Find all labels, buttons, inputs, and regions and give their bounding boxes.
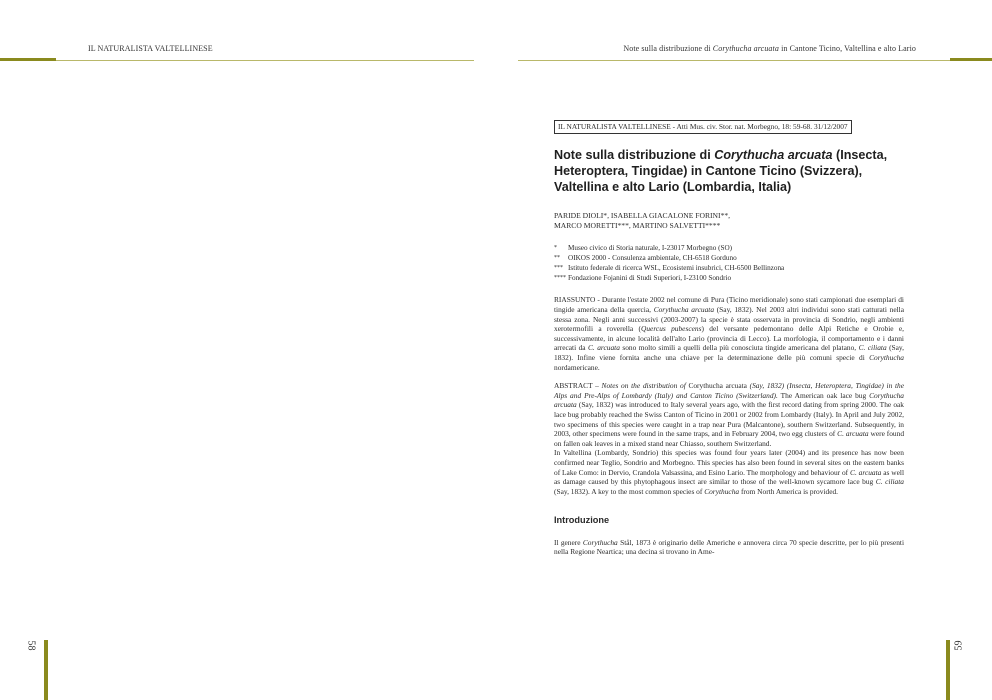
intro-text: Stål, 1873 è originario delle Americhe e annovera circa 70 specie descritte, per lo più presenti nella Regione Neartica; una decina si trovano in Ame- xyxy=(554,537,905,557)
abstract-paragraph xyxy=(554,381,904,448)
abstract-title-text: (Say, 1832) (Insecta, Heteroptera, Tingidae) in the Alps and Pre-Alps of Lombardy (Italy) and Canton Ticino (Switzerland). xyxy=(554,381,904,400)
affiliation-item xyxy=(554,273,904,283)
riassunto-species: Corythucha xyxy=(869,352,904,362)
affiliation-list xyxy=(554,243,904,283)
author-list xyxy=(554,211,904,231)
running-header-right-post: in Cantone Ticino, Valtellina e alto Lario xyxy=(778,44,916,53)
abstract-species: Corythucha xyxy=(704,486,740,496)
article-column xyxy=(554,120,904,566)
running-header-right-pre: Note sulla distribuzione di xyxy=(623,44,713,53)
page-number-right: 59 xyxy=(953,640,965,651)
introduzione-paragraph xyxy=(554,538,904,557)
riassunto-text: nordamericane. xyxy=(554,362,600,372)
side-bar-left xyxy=(44,640,48,700)
article-title xyxy=(554,147,904,195)
abstract-species: C. ciliata xyxy=(875,477,904,487)
header-accent-rule-right xyxy=(950,58,992,61)
page-number-left: 58 xyxy=(25,640,37,651)
riassunto-species: C. ciliata xyxy=(858,343,887,353)
side-bar-right xyxy=(946,640,950,700)
intro-text: Il genere xyxy=(554,537,583,547)
abstract-text: (Say, 1832). A key to the most common species of xyxy=(554,486,705,496)
abstract-text: The American oak lace bug xyxy=(777,390,870,400)
affiliation-text: OIKOS 2000 - Consulenza ambientale, CH-6518 Gorduno xyxy=(568,254,737,263)
author-line-2: MARCO MORETTI***, MARTINO SALVETTI**** xyxy=(554,221,721,231)
running-header-right xyxy=(623,44,916,53)
affiliation-text: Fondazione Fojanini di Studi Superiori, I-23100 Sondrio xyxy=(568,274,732,283)
running-header-right-species: Corythucha arcuata xyxy=(712,44,779,53)
abstract-species: Corythucha arcuata xyxy=(554,390,904,410)
abstract-text: were found on fallen oak leaves in a mixed stand near Chiasso, southern Switzerland. xyxy=(554,429,905,448)
riassunto-paragraph xyxy=(554,295,904,372)
title-part2: (Insecta, Heteroptera, Tingidae) in Cantone Ticino (Svizzera), Valtellina e alto Lario (Lombardia, Italia) xyxy=(554,148,888,194)
running-header-left: IL NATURALISTA VALTELLINESE xyxy=(88,44,213,53)
abstract-label: ABSTRACT – xyxy=(554,381,602,391)
affiliation-text: Museo civico di Storia naturale, I-23017 Morbegno (SO) xyxy=(568,244,733,253)
header-thin-rule-left xyxy=(56,60,474,61)
header-thin-rule-right xyxy=(518,60,950,61)
affiliation-item xyxy=(554,263,904,273)
abstract-species: Corythucha arcuata xyxy=(688,381,747,391)
title-part1: Note sulla distribuzione di xyxy=(554,148,715,162)
journal-citation-box: IL NATURALISTA VALTELLINESE - Atti Mus. civ. Stor. nat. Morbegno, 18: 59-68. 31/12/2007 xyxy=(554,120,852,134)
riassunto-text: RIASSUNTO - Durante l'estate 2002 nel comune di Pura (Ticino meridionale) sono stati campionati due esemplari di tingide americana della quercia, xyxy=(554,295,904,314)
abstract-text: (Say, 1832) was introduced to Italy several years ago, with the first record dating from spring 2000. The oak lace bug probably reached the Swiss Canton of Ticino in 2001 or 2002 from Lombardy (Italy). In April and July 2002, two specimens of this species were caught in a trap near Pura (Malcantone), southern Switzerland. Subsequently, in 2003, other specimens were found in the same traps, and in February 2004, two egg clusters of xyxy=(554,400,904,439)
abstract-title-text: Notes on the distribution of xyxy=(601,381,689,391)
affiliation-mark: ** xyxy=(554,255,560,262)
affiliation-mark: **** xyxy=(554,275,566,282)
abstract-paragraph-2 xyxy=(554,448,904,496)
riassunto-text: sono molto simili a quelli della più conosciuta tingide americana del platano, xyxy=(619,343,859,353)
abstract-text: In Valtellina (Lombardy, Sondrio) this species was found four years later (2004) and its presence has now been confirmed near Teglio, Sondrio and Morbegno. This species has also been found in several sites on the eastern banks of Lake Como: in Dervio, Crandola Valsassina, and Esino Lario. The morphology and behaviour of xyxy=(554,448,904,477)
abstract-text: as well as damage caused by this phytophagous insect are similar to those of the well-known sycamore lace bug xyxy=(554,467,905,487)
affiliation-item xyxy=(554,253,904,263)
riassunto-species: C. arcuata xyxy=(587,343,620,353)
riassunto-species: Corythucha arcuata xyxy=(653,305,715,314)
abstract-species: C. arcuata xyxy=(850,467,882,477)
author-line-1: PARIDE DIOLI*, ISABELLA GIACALONE FORINI**, xyxy=(554,211,731,220)
affiliation-item xyxy=(554,243,904,253)
abstract-text: from North America is provided. xyxy=(739,486,839,496)
header-accent-rule-left xyxy=(0,58,56,61)
intro-species: Corythucha xyxy=(582,537,618,547)
section-heading-introduzione: Introduzione xyxy=(554,515,610,526)
riassunto-text: (Say, 1832). Nel 2003 altri individui sono stati catturati nella stessa zona. Negli anni successivi (2003-2007) la specie è stata osservata in provincia di Sondrio, negli ambienti xerotermofili a roverella ( xyxy=(554,305,904,334)
affiliation-text: Istituto federale di ricerca WSL, Ecosistemi insubrici, CH-6500 Bellinzona xyxy=(568,264,785,273)
riassunto-species: Quercus pubescens xyxy=(641,324,702,334)
riassunto-text: (Say, 1832). Infine viene fornita anche una chiave per la determinazione delle più comuni specie di xyxy=(554,343,904,362)
affiliation-mark: * xyxy=(554,245,557,252)
abstract-species: C. arcuata xyxy=(837,429,869,439)
title-species: Corythucha arcuata xyxy=(714,148,833,162)
affiliation-mark: *** xyxy=(554,265,563,272)
riassunto-text: ) del versante pedemontano delle Alpi Retiche e Orobie e, successivamente, in alcune località dell'alto Lario (provincia di Lecco). La morfologia, il comportamento e i danni arrecati da xyxy=(554,324,904,353)
